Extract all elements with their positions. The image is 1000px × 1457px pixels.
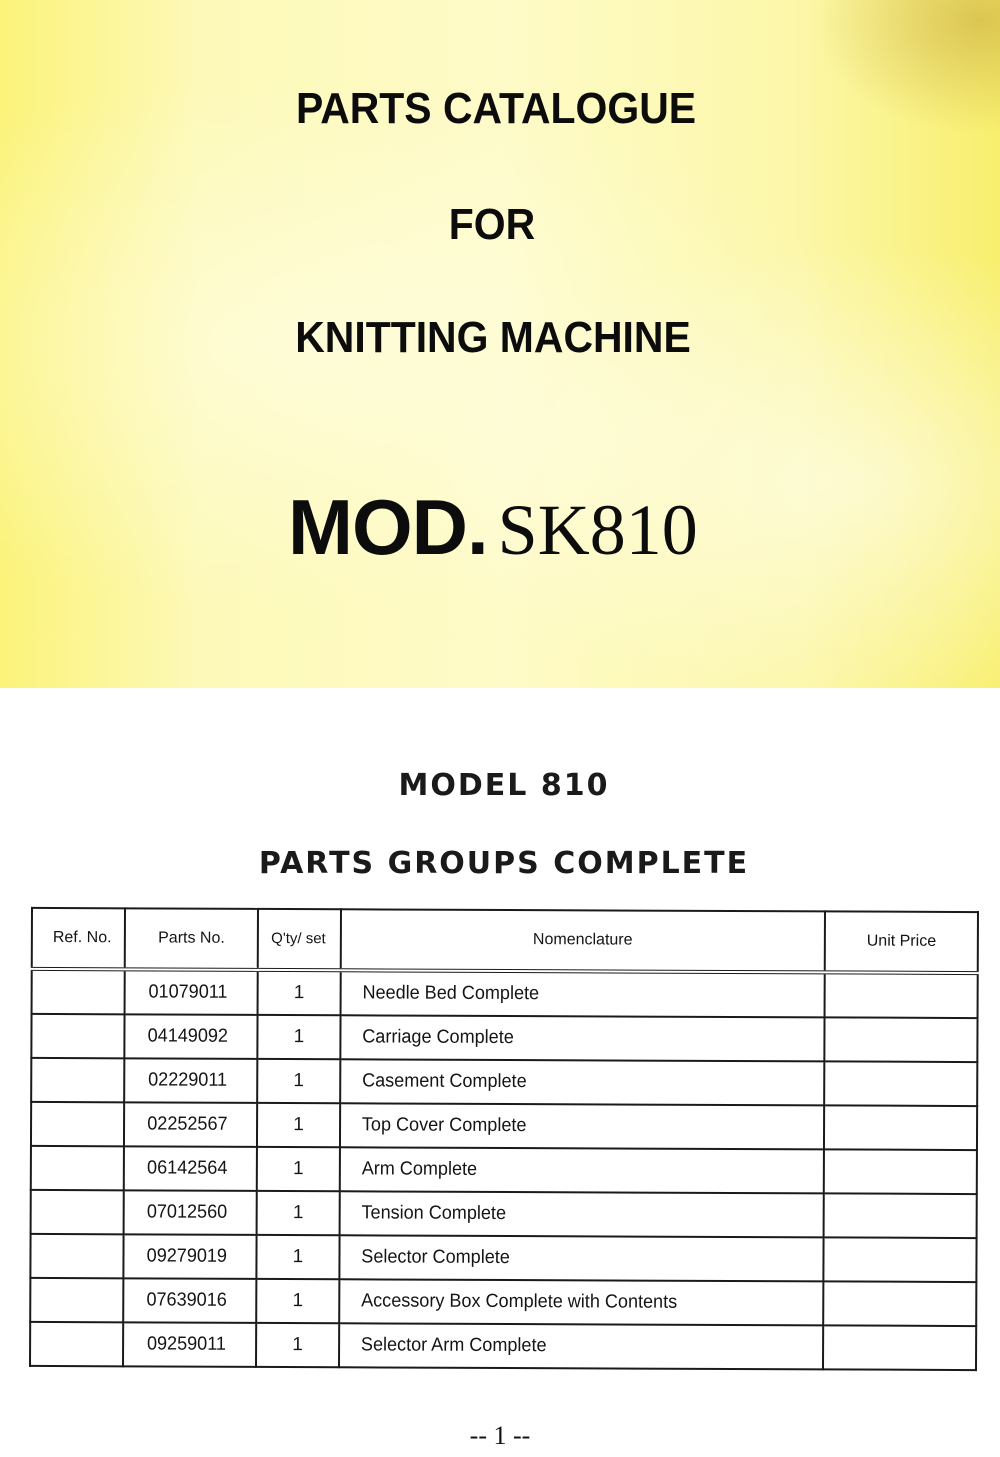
page-subtitle: PARTS GROUPS COMPLETE bbox=[258, 846, 750, 881]
cell-parts-no: 07012560 bbox=[124, 1190, 251, 1235]
table-row bbox=[30, 1322, 976, 1370]
cell-parts-no: 02229011 bbox=[124, 1058, 251, 1103]
header-qty-set: Q'ty/ set bbox=[258, 909, 341, 970]
cell-ref-no bbox=[31, 1014, 124, 1058]
cell-qty: 1 bbox=[257, 1279, 339, 1323]
cell-parts-no: 09259011 bbox=[123, 1322, 250, 1367]
cell-qty: 1 bbox=[257, 1103, 339, 1147]
cell-unit-price bbox=[824, 1061, 977, 1106]
cell-unit-price bbox=[824, 1105, 977, 1150]
cell-nomenclature: Tension Complete bbox=[339, 1191, 799, 1237]
cover-title-line3: KNITTING MACHINE bbox=[295, 313, 691, 362]
cell-parts-no: 04149092 bbox=[124, 1014, 251, 1059]
cell-ref-no bbox=[32, 969, 125, 1014]
table-row bbox=[31, 1190, 977, 1238]
cell-nomenclature: Selector Complete bbox=[339, 1235, 799, 1281]
cell-unit-price bbox=[824, 1149, 977, 1194]
cover-model-label bbox=[288, 482, 698, 573]
cell-parts-no: 02252567 bbox=[124, 1102, 251, 1147]
parts-table bbox=[29, 907, 979, 1371]
cell-nomenclature: Top Cover Complete bbox=[340, 1103, 800, 1149]
table-row bbox=[30, 1278, 976, 1326]
cover-page bbox=[0, 0, 1000, 688]
cell-unit-price bbox=[823, 1281, 976, 1326]
cell-nomenclature: Accessory Box Complete with Contents bbox=[339, 1279, 799, 1325]
cell-parts-no: 06142564 bbox=[124, 1146, 251, 1191]
cell-ref-no bbox=[31, 1102, 124, 1146]
table-header-row bbox=[32, 908, 978, 973]
cell-nomenclature: Needle Bed Complete bbox=[340, 970, 800, 1017]
page-number: -- 1 -- bbox=[469, 1421, 531, 1450]
table-row bbox=[31, 1014, 977, 1062]
cell-qty: 1 bbox=[257, 1191, 339, 1235]
table-row bbox=[31, 1058, 977, 1106]
parts-list-page bbox=[0, 688, 1000, 1457]
cell-qty: 1 bbox=[257, 1059, 339, 1103]
cell-qty: 1 bbox=[256, 1323, 338, 1367]
cell-unit-price bbox=[823, 1325, 976, 1370]
page-title: MODEL 810 bbox=[398, 768, 610, 803]
cell-parts-no: 09279019 bbox=[123, 1234, 250, 1279]
cell-parts-no: 07639016 bbox=[123, 1278, 250, 1323]
cell-ref-no bbox=[30, 1234, 123, 1278]
cell-ref-no bbox=[31, 1146, 124, 1190]
cell-nomenclature: Carriage Complete bbox=[340, 1015, 800, 1061]
cell-qty: 1 bbox=[257, 1147, 339, 1191]
cell-ref-no bbox=[30, 1278, 123, 1322]
cell-unit-price bbox=[824, 1017, 977, 1062]
cover-title-line1: PARTS CATALOGUE bbox=[295, 84, 697, 133]
header-ref-no: Ref. No. bbox=[32, 908, 125, 969]
cell-parts-no: 01079011 bbox=[124, 969, 251, 1015]
table-row bbox=[31, 1146, 977, 1194]
cell-ref-no bbox=[30, 1322, 123, 1366]
cell-unit-price bbox=[825, 972, 978, 1018]
cell-unit-price bbox=[824, 1193, 977, 1238]
table-row bbox=[31, 1102, 977, 1150]
cell-unit-price bbox=[824, 1237, 977, 1282]
cell-ref-no bbox=[31, 1058, 124, 1102]
cover-title-line2: FOR bbox=[448, 200, 536, 249]
table-row bbox=[30, 1234, 976, 1282]
cell-qty: 1 bbox=[258, 970, 340, 1015]
header-parts-no: Parts No. bbox=[125, 908, 259, 970]
cell-nomenclature: Selector Arm Complete bbox=[339, 1323, 799, 1369]
cell-nomenclature: Casement Complete bbox=[340, 1059, 800, 1105]
header-nomenclature: Nomenclature bbox=[340, 909, 825, 972]
cell-ref-no bbox=[31, 1190, 124, 1234]
model-name: SK810 bbox=[497, 490, 698, 570]
cell-qty: 1 bbox=[258, 1015, 340, 1059]
table-row bbox=[32, 969, 978, 1018]
header-unit-price: Unit Price bbox=[825, 911, 978, 973]
cell-nomenclature: Arm Complete bbox=[339, 1147, 799, 1193]
cell-qty: 1 bbox=[257, 1235, 339, 1279]
model-prefix: MOD. bbox=[288, 483, 488, 571]
